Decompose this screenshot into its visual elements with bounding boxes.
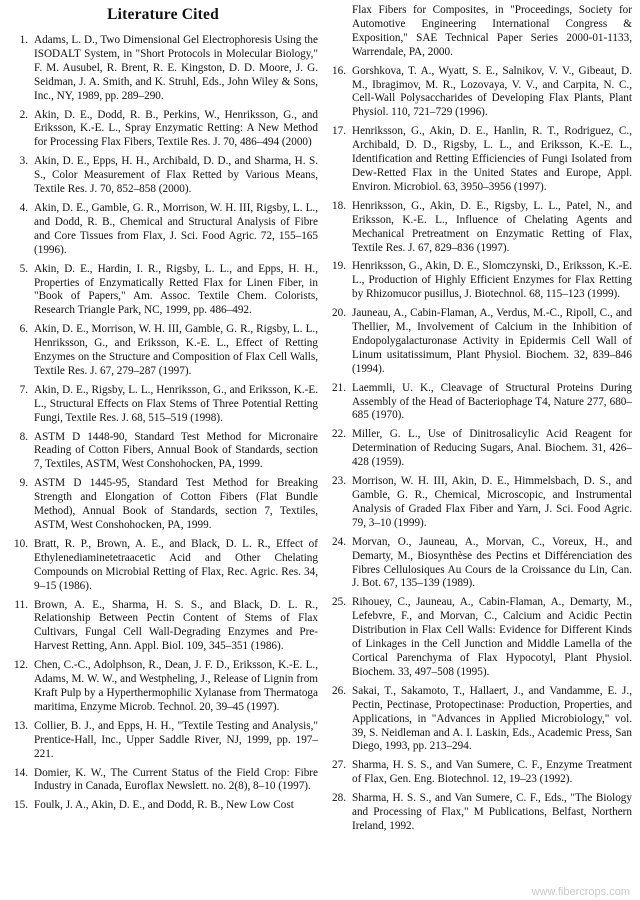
- reference-text: Akin, D. E., Morrison, W. H. III, Gamble, G. R., Rigsby, L. L., Henriksson, G., and Eriksson, K.-E. L., Effect of Retting Enzymes on the Structure and Composition of Flax Cell Walls, Textile Res. J. 67, 279–287 (1997).: [34, 323, 318, 377]
- reference-item: [8, 659, 318, 715]
- reference-number: 2.: [19, 108, 28, 121]
- reference-text: Brown, A. E., Sharma, H. S. S., and Black, D. L. R., Relationship Between Pectin Content of Stems of Flax Cultivars, Fungal Cell Wall-Degrading Enzymes and Pre-Harvest Retting, Ann. Appl. Biol. 109, 345–351 (1986).: [34, 598, 318, 653]
- reference-number: 24.: [332, 535, 346, 548]
- reference-number: 22.: [332, 428, 346, 441]
- reference-number: 11.: [14, 598, 28, 611]
- reference-number: 20.: [332, 307, 346, 320]
- reference-number: 6.: [19, 323, 28, 336]
- reference-item: [326, 792, 632, 834]
- reference-text: Miller, G. L., Use of Dinitrosalicylic Acid Reagent for Determination of Reducing Sugars, Anal. Biochem. 31, 426–428 (1959).: [352, 428, 632, 469]
- reference-number: 21.: [332, 381, 346, 394]
- reference-number: 15.: [14, 799, 28, 812]
- reference-text: Foulk, J. A., Akin, D. E., and Dodd, R. B., New Low Cost: [34, 799, 294, 812]
- reference-item: [326, 596, 632, 679]
- reference-text: Laemmli, U. K., Cleavage of Structural Proteins During Assembly of the Head of Bacteriophage T4, Nature 277, 680–685 (1970).: [352, 381, 632, 422]
- reference-item: [8, 799, 318, 813]
- reference-text: Akin, D. E., Gamble, G. R., Morrison, W. H. III, Rigsby, L. L., and Dodd, R. B., Chemical and Structural Analysis of Fibre and Core Tissues from Flax, J. Sci. Food Agric. 72, 155–165 (1996).: [34, 201, 318, 256]
- reference-text: Chen, C.-C., Adolphson, R., Dean, J. F. D., Eriksson, K.-E. L., Adams, M. W. W., and Westpheling, J., Release of Lignin from Kraft Pulp by a Hyperthermophilic Xylanase from Thermatoga maritima, Enzyme Microb. Technol. 20, 39–45 (1997).: [34, 659, 318, 713]
- reference-number: 14.: [14, 766, 28, 779]
- reference-item: [326, 260, 632, 302]
- reference-text: ASTM D 1448-90, Standard Test Method for Micronaire Reading of Cotton Fibers, Annual Book of Standards, section 7, Textiles, ASTM, West Conshohocken, PA, 1999.: [34, 430, 318, 471]
- reference-text: Akin, D. E., Rigsby, L. L., Henriksson, G., and Eriksson, K.-E. L., Structural Effects on Flax Stems of Three Potential Retting Fungi, Textile Res. J. 68, 515–519 (1998).: [34, 383, 318, 424]
- reference-item: [8, 431, 318, 473]
- reference-item: [326, 475, 632, 531]
- reference-item: [8, 767, 318, 795]
- reference-item: [326, 759, 632, 787]
- reference-item: [8, 538, 318, 594]
- reference-item: [8, 109, 318, 151]
- reference-text: Henriksson, G., Akin, D. E., Rigsby, L. L., Patel, N., and Eriksson, K.-E. L., Influence of Chelating Agents and Mechanical Pretreatment on Enzymatic Retting of Flax, Textile Res. J. 67, 829–836 (1997).: [352, 199, 632, 254]
- reference-number: 10.: [14, 537, 28, 550]
- reference-number: 9.: [19, 477, 28, 490]
- right-column: [326, 4, 632, 839]
- reference-text: Morvan, O., Jauneau, A., Morvan, C., Voreux, H., and Demarty, M., Biosynthèse des Pectins et Différenciation des Fibres Cellulosiques Au Cours de la Croissance du Lin, Can. J. Bot. 67, 135–139 (1989).: [352, 535, 632, 590]
- reference-item: [326, 382, 632, 424]
- reference-number: 18.: [332, 199, 346, 212]
- reference-number: 27.: [332, 759, 346, 772]
- reference-text: Rihouey, C., Jauneau, A., Cabin-Flaman, A., Demarty, M., Lefebvre, F., and Morvan, C., Calcium and Acidic Pectin Distribution in Flax Cell Walls: Evidence for Different Kinds of Linkages in the Cell Junction and Middle Lamella of the Cortical Parenchyma of Flax Hypocotyl, Plant Physiol. Biochem. 33, 497–508 (1995).: [352, 596, 632, 678]
- reference-item: [8, 599, 318, 655]
- reference-number: 5.: [19, 262, 28, 275]
- reference-number: 8.: [19, 430, 28, 443]
- right-reference-list: [326, 65, 632, 834]
- reference-number: 25.: [332, 596, 346, 609]
- reference-number: 3.: [19, 155, 28, 168]
- reference-text: Henriksson, G., Akin, D. E., Hanlin, R. T., Rodriguez, C., Archibald, D. D., Rigsby, L. L., and Eriksson, K.-E. L., Identification and Retting Efficiencies of Fungi Isolated from Dew-Retted Flax in the United States and Europe, Appl. Environ. Microbiol. 63, 3950–3956 (1997).: [352, 125, 632, 193]
- reference-text: Sakai, T., Sakamoto, T., Hallaert, J., and Vandamme, E. J., Pectin, Pectinase, Protopectinase: Production, Properties, and Applications, in "Advances in Applied Microbiology," vol. 39, S. Neidleman and A. I. Laskin, Eds., Academic Press, San Diego, 1993, pp. 213–294.: [352, 684, 632, 753]
- reference-number: 26.: [332, 684, 346, 697]
- reference-item: [326, 307, 632, 377]
- reference-number: 19.: [332, 260, 346, 273]
- reference-item: [8, 263, 318, 319]
- reference-number: 23.: [332, 475, 346, 488]
- reference-text: Domier, K. W., The Current Status of the Field Crop: Fibre Industry in Canada, Euroflax Newslett. no. 2(8), 8–10 (1997).: [34, 766, 318, 793]
- reference-number: 4.: [19, 201, 28, 214]
- reference-text: Adams, L. D., Two Dimensional Gel Electrophoresis Using the ISODALT System, in "Short Protocols in Molecular Biology," F. M. Ausubel, R. Brent, R. E. Kingston, D. D. Moore, J. G. Seidman, J. A. Smith, and K. Struhl, Eds., John Wiley & Sons, Inc., NY, 1989, pp. 289–290.: [34, 34, 318, 102]
- reference-text: Akin, D. E., Dodd, R. B., Perkins, W., Henriksson, G., and Eriksson, K.-E. L., Spray Enzymatic Retting: A New Method for Processing Flax Fibers, Textile Res. J. 70, 486–494 (2000): [34, 108, 318, 149]
- reference-item: [326, 125, 632, 195]
- left-reference-list: [8, 34, 318, 813]
- reference-item: [8, 477, 318, 533]
- reference-number: 12.: [14, 659, 28, 672]
- reference-text: Bratt, R. P., Brown, A. E., and Black, D. L. R., Effect of Ethylenediaminetetraacetic Acid and Other Chelating Compounds on Microbial Retting of Flax, Rec. Agric. Res. 34, 9–15 (1986).: [34, 537, 318, 592]
- reference-item: [8, 155, 318, 197]
- watermark: www.fibercrops.com: [531, 886, 630, 898]
- reference-item: [8, 323, 318, 379]
- reference-text: Sharma, H. S. S., and Van Sumere, C. F., Enzyme Treatment of Flax, Gen. Eng. Biotechnol. 12, 19–23 (1992).: [352, 759, 632, 786]
- left-column: [8, 4, 318, 818]
- reference-text: Jauneau, A., Cabin-Flaman, A., Verdus, M.-C., Ripoll, C., and Thellier, M., Involvement of Calcium in the Inhibition of Endopolygalacturonase Activity in Epidermis Cell Wall of Linum usitatissimum, Plant Physiol. Biochem. 32, 839–846 (1994).: [352, 307, 632, 375]
- reference-item: [326, 200, 632, 256]
- reference-text: Collier, B. J., and Epps, H. H., "Textile Testing and Analysis," Prentice-Hall, Inc., Upper Saddle River, NJ, 1999, pp. 197–221.: [34, 719, 318, 760]
- reference-item: [326, 536, 632, 592]
- reference-text: Morrison, W. H. III, Akin, D. E., Himmelsbach, D. S., and Gamble, G. R., Chemical, Microscopic, and Instrumental Analysis of Graded Flax Fiber and Yarn, J. Sci. Food Agric. 79, 3–10 (1999).: [352, 475, 632, 529]
- reference-number: 13.: [14, 719, 28, 732]
- reference-text: Akin, D. E., Epps, H. H., Archibald, D. D., and Sharma, H. S. S., Color Measurement of Flax Retted by Various Means, Textile Res. J. 70, 852–858 (2000).: [34, 155, 318, 196]
- reference-number: 17.: [332, 125, 346, 138]
- reference-item: [8, 34, 318, 104]
- reference-item: [8, 384, 318, 426]
- reference-item: [326, 428, 632, 470]
- page-title: Literature Cited: [107, 6, 219, 23]
- reference-number: 28.: [332, 792, 346, 805]
- reference-number: 1.: [19, 34, 28, 46]
- reference-15-continuation: Flax Fibers for Composites, in "Proceedings, Society for Automotive Engineering International Congress & Exposition," SAE Technical Paper Series 2000-01-1133, Warrendale, PA, 2000.: [352, 4, 632, 58]
- reference-text: ASTM D 1445-95, Standard Test Method for Breaking Strength and Elongation of Cotton Fibers (Flat Bundle Method), Annual Book of Standards, section 7, Textiles, ASTM, West Conshohocken, PA, 1999.: [34, 477, 318, 531]
- reference-number: 7.: [19, 383, 28, 396]
- reference-text: Gorshkova, T. A., Wyatt, S. E., Salnikov, V. V., Gibeaut, D. M., Ibragimov, M. R., Lozovaya, V. V., and Carpita, N. C., Cell-Wall Polysaccharides of Developing Flax Plants, Plant Physiol. 110, 721–729 (1996).: [352, 64, 632, 119]
- reference-item: [326, 685, 632, 755]
- reference-item: [8, 720, 318, 762]
- reference-item: [8, 202, 318, 258]
- reference-text: Henriksson, G., Akin, D. E., Slomczynski, D., Eriksson, K.-E. L., Production of Highly Efficient Enzymes for Flax Retting by Rhizomucor pusillus, J. Biotechnol. 68, 115–123 (1999).: [352, 260, 632, 301]
- reference-text: Akin, D. E., Hardin, I. R., Rigsby, L. L., and Epps, H. H., Properties of Enzymatically Retted Flax for Linen Fiber, in "Book of Papers," Am. Assoc. Textile Chem. Colorists, Research Triangle Park, NC, 1999, pp. 486–492.: [34, 262, 318, 317]
- reference-item: [326, 65, 632, 121]
- reference-number: 16.: [332, 64, 346, 77]
- reference-text: Sharma, H. S. S., and Van Sumere, C. F., Eds., "The Biology and Processing of Flax," M Publications, Belfast, Northern Ireland, 1992.: [352, 792, 632, 832]
